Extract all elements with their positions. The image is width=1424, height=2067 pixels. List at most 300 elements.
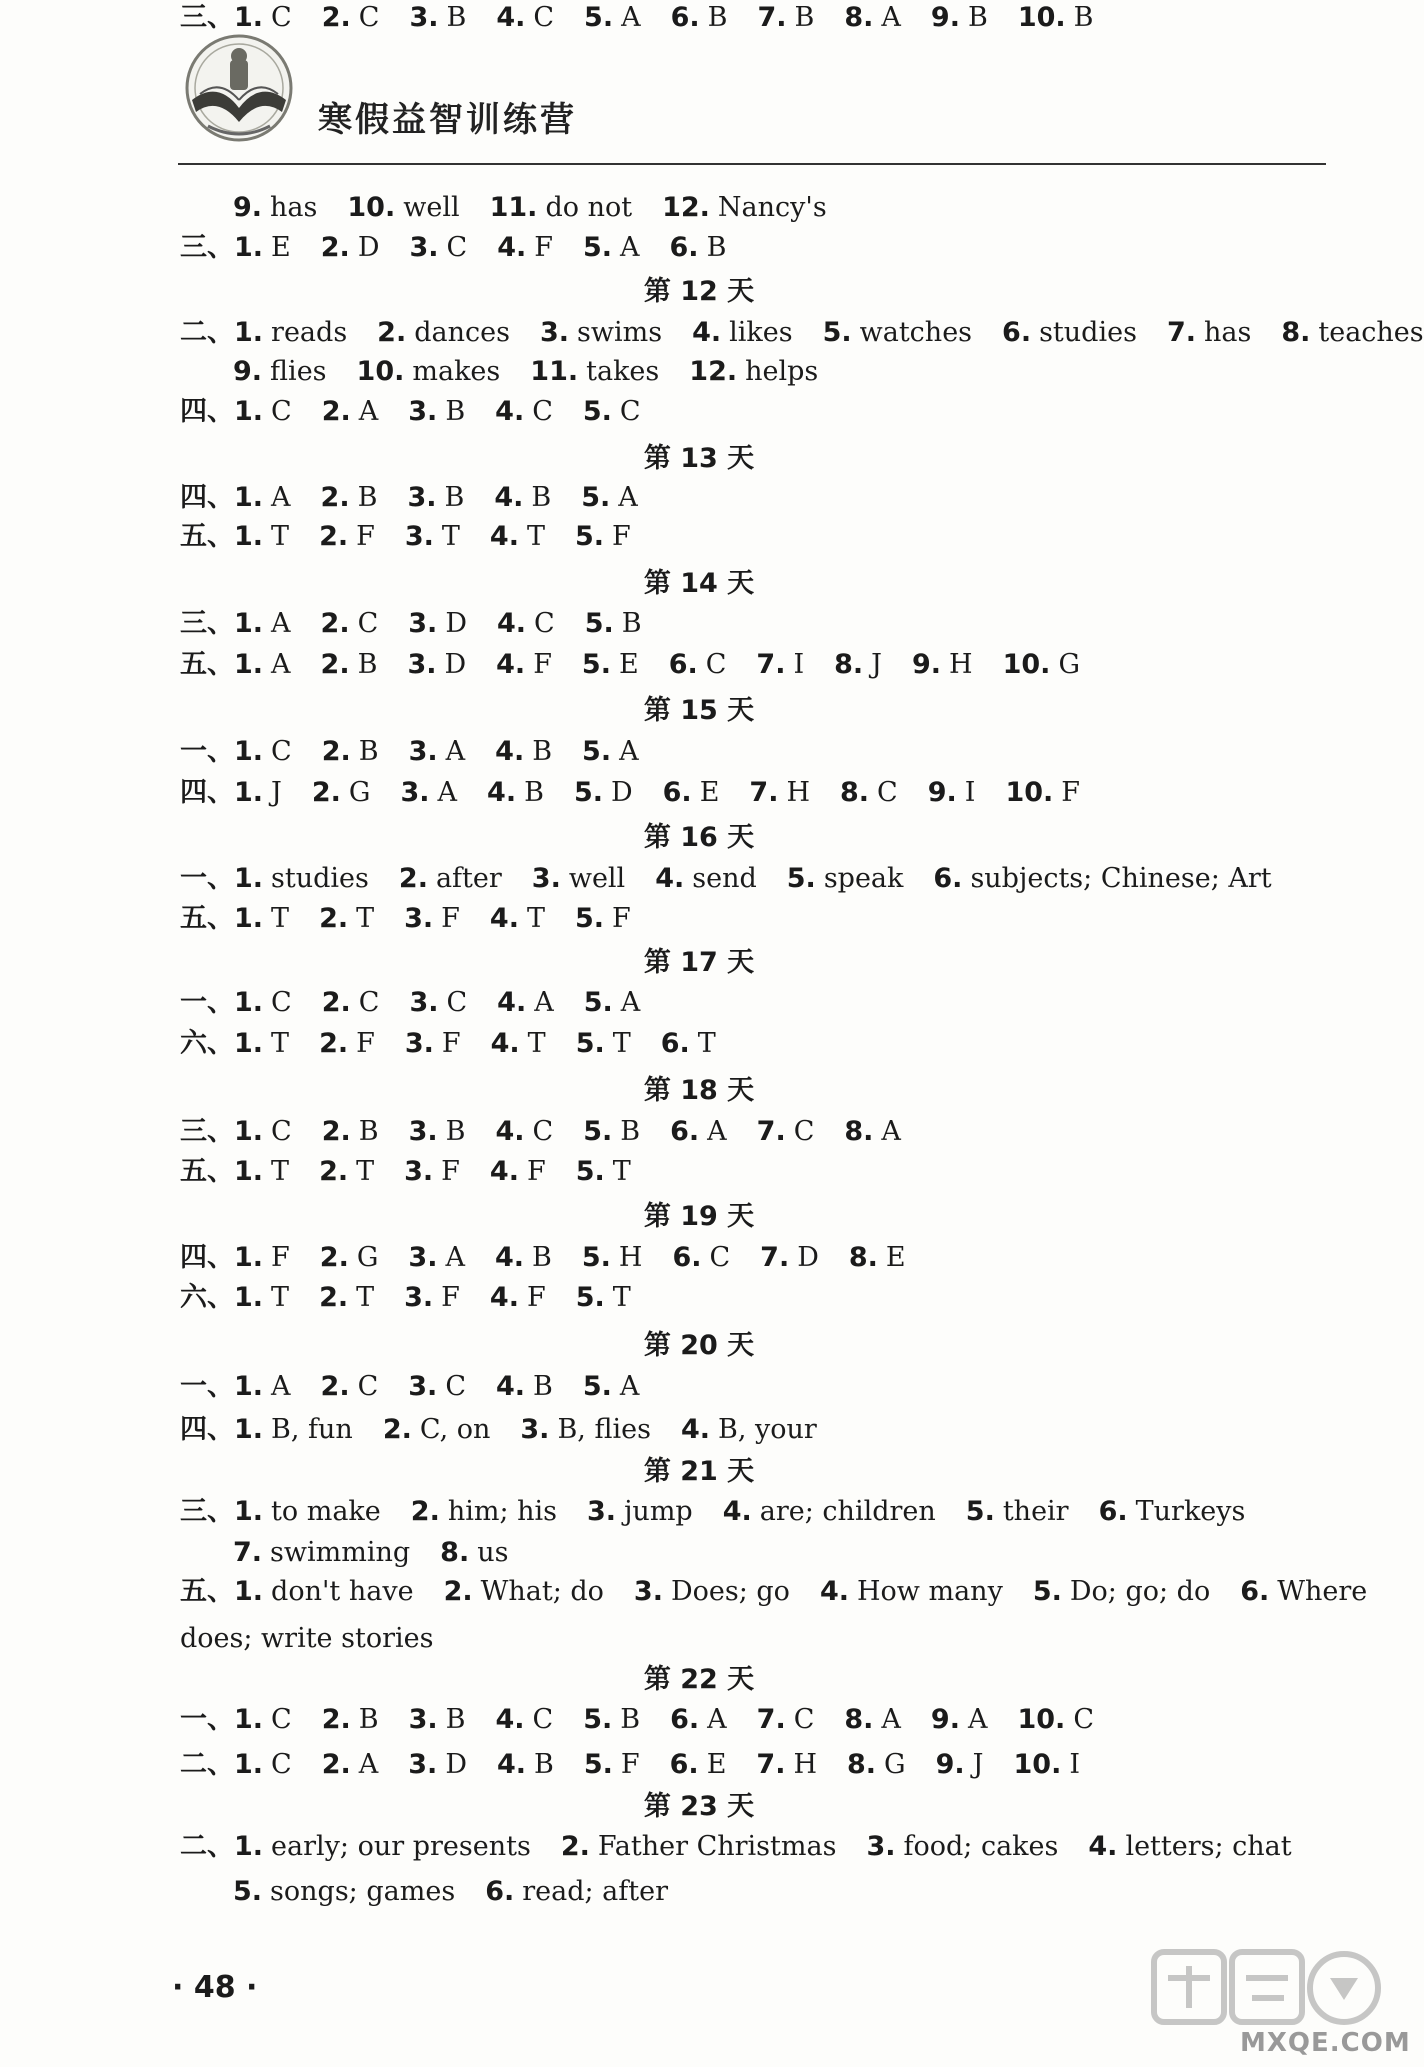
answer-number: 8. xyxy=(844,2,874,33)
answer-item xyxy=(404,1154,460,1190)
answer-text: D xyxy=(445,608,467,639)
question-part-label: 一、 xyxy=(180,1371,234,1402)
answer-item xyxy=(440,1535,508,1571)
answer-item xyxy=(1005,775,1080,811)
answer-line xyxy=(180,606,642,642)
answer-item xyxy=(234,394,292,430)
answer-number: 6. xyxy=(1098,1496,1128,1527)
answer-text: A xyxy=(618,482,638,513)
book-title: 寒假益智训练营 xyxy=(318,100,577,140)
answer-text: teaches xyxy=(1318,317,1424,348)
answer-number: 4. xyxy=(496,649,526,680)
answer-text: takes xyxy=(586,356,660,387)
answer-item xyxy=(321,230,380,266)
answer-number: 1. xyxy=(234,1282,264,1313)
answer-number: 6. xyxy=(660,1028,690,1059)
answer-item xyxy=(928,775,976,811)
answer-item xyxy=(1033,1574,1210,1610)
answer-text: has xyxy=(1203,317,1252,348)
answer-item xyxy=(723,1494,936,1530)
answer-item xyxy=(319,1280,374,1316)
answer-number: 8. xyxy=(1281,317,1311,348)
answer-text: B xyxy=(445,396,466,427)
answer-item xyxy=(1017,1702,1094,1738)
answer-text: flies xyxy=(270,356,327,387)
question-part-label: 五、 xyxy=(180,1156,234,1187)
answer-text: B xyxy=(967,2,988,33)
answer-text: B, your xyxy=(717,1414,817,1445)
answer-number: 5. xyxy=(574,521,605,552)
question-part-label: 二、 xyxy=(180,1749,234,1780)
answer-number: 3. xyxy=(409,2,439,33)
answer-item xyxy=(669,647,727,683)
answer-text: him; his xyxy=(447,1496,558,1527)
answer-item xyxy=(663,775,720,811)
answer-text: C xyxy=(533,2,555,33)
answer-item xyxy=(407,480,464,516)
answer-number: 4. xyxy=(495,1704,525,1735)
answer-number: 3. xyxy=(408,396,438,427)
answer-text: swimming xyxy=(270,1537,411,1568)
answer-number: 4. xyxy=(489,903,519,934)
answer-item xyxy=(670,1114,727,1150)
answer-line xyxy=(180,230,726,266)
answer-item xyxy=(320,1240,379,1276)
day-heading: 第 16 天 xyxy=(643,822,755,853)
answer-item xyxy=(1002,315,1137,351)
answer-line xyxy=(180,519,631,555)
answer-text: after xyxy=(435,863,502,894)
answer-text: T xyxy=(356,1282,375,1313)
answer-number: 10. xyxy=(347,192,396,223)
answer-number: 8. xyxy=(848,1242,878,1273)
answer-item xyxy=(234,985,292,1021)
answer-text: B xyxy=(358,736,379,767)
answer-number: 3. xyxy=(409,987,439,1018)
answer-number: 2. xyxy=(321,1116,351,1147)
answer-item xyxy=(411,1494,557,1530)
answer-item xyxy=(1099,1494,1246,1530)
answer-number: 5. xyxy=(583,1116,613,1147)
answer-number: 2. xyxy=(560,1831,590,1862)
answer-item xyxy=(1014,1747,1081,1783)
answer-text: I xyxy=(1069,1749,1081,1780)
answer-text: C xyxy=(357,1371,379,1402)
answer-text: F xyxy=(356,521,375,552)
answer-item xyxy=(234,775,282,811)
answer-item xyxy=(234,1280,289,1316)
answer-text: A xyxy=(881,2,901,33)
answer-number: 1. xyxy=(234,232,264,263)
answer-item xyxy=(234,519,289,555)
answer-item xyxy=(756,647,804,683)
answer-line xyxy=(180,1829,1292,1865)
answer-item xyxy=(757,1702,815,1738)
answer-line xyxy=(180,1369,639,1405)
answer-item xyxy=(322,1747,379,1783)
answer-number: 6. xyxy=(670,2,700,33)
question-part-label: 二、 xyxy=(180,1831,234,1862)
answer-item xyxy=(540,315,662,351)
answer-item xyxy=(931,0,988,36)
answer-item xyxy=(234,1412,353,1448)
answer-text: likes xyxy=(729,317,793,348)
answer-number: 10. xyxy=(1002,649,1051,680)
answer-item xyxy=(496,647,552,683)
answer-item xyxy=(495,1240,552,1276)
answer-text: Turkeys xyxy=(1135,1496,1246,1527)
answer-text: C xyxy=(532,1116,554,1147)
answer-text: C xyxy=(271,396,292,427)
answer-item xyxy=(582,734,639,770)
answer-number: 3. xyxy=(633,1576,663,1607)
answer-number: 4. xyxy=(489,1282,519,1313)
answer-number: 1. xyxy=(234,396,264,427)
answer-text: G xyxy=(1058,649,1081,680)
answer-number: 5. xyxy=(582,396,612,427)
answer-number: 3. xyxy=(520,1414,550,1445)
answer-text: C xyxy=(446,987,468,1018)
answer-number: 7. xyxy=(756,1704,786,1735)
day-heading: 第 15 天 xyxy=(643,695,755,726)
answer-number: 2. xyxy=(321,987,351,1018)
question-part-label: 五、 xyxy=(180,903,234,934)
answer-number: 2. xyxy=(311,777,341,808)
answer-number: 5. xyxy=(584,608,614,639)
answer-item xyxy=(670,1702,727,1738)
answer-number: 3. xyxy=(408,736,438,767)
answer-number: 2. xyxy=(321,2,351,33)
answer-item xyxy=(234,1494,381,1530)
answer-text: C xyxy=(532,1704,554,1735)
answer-number: 3. xyxy=(408,608,438,639)
answer-number: 2. xyxy=(320,482,350,513)
answer-number: 2. xyxy=(410,1496,440,1527)
answer-text: T xyxy=(612,1028,631,1059)
question-part-label: 五、 xyxy=(180,521,234,552)
answer-number: 8. xyxy=(440,1537,470,1568)
answer-item xyxy=(383,1412,491,1448)
answer-number: 1. xyxy=(234,1749,264,1780)
answer-number: 4. xyxy=(494,482,524,513)
answer-text: A xyxy=(358,396,379,427)
answer-item xyxy=(931,1702,988,1738)
answer-number: 2. xyxy=(398,863,428,894)
answer-item xyxy=(585,606,642,642)
answer-text: T xyxy=(271,1028,290,1059)
answer-number: 1. xyxy=(234,1704,264,1735)
answer-text: B xyxy=(446,2,467,33)
answer-text: H xyxy=(786,777,810,808)
answer-number: 3. xyxy=(407,649,437,680)
answer-item xyxy=(409,0,466,36)
answer-item xyxy=(490,901,545,937)
answer-number: 10. xyxy=(1017,2,1066,33)
answer-item xyxy=(844,1114,901,1150)
answer-text: A xyxy=(534,987,554,1018)
answer-item xyxy=(757,0,814,36)
answer-item xyxy=(321,1369,379,1405)
answer-item xyxy=(485,1874,668,1910)
answer-item xyxy=(757,1114,815,1150)
answer-number: 3. xyxy=(404,1028,434,1059)
answer-line xyxy=(180,647,1080,683)
answer-item xyxy=(582,647,639,683)
answer-item xyxy=(583,1114,640,1150)
answer-item xyxy=(234,1240,290,1276)
answer-item xyxy=(322,0,380,36)
answer-number: 5. xyxy=(822,317,852,348)
answer-line xyxy=(180,480,638,516)
answer-item xyxy=(530,354,659,390)
answer-text: T xyxy=(526,521,545,552)
answer-item xyxy=(409,985,467,1021)
answer-line xyxy=(180,1574,1367,1610)
answer-number: 6. xyxy=(668,649,698,680)
answer-number: 4. xyxy=(819,1576,849,1607)
answer-text: A xyxy=(437,777,458,808)
answer-text: B xyxy=(794,2,815,33)
answer-number: 4. xyxy=(495,736,525,767)
answer-text: G xyxy=(356,1242,379,1273)
answer-text: A xyxy=(271,482,291,513)
answer-number: 1. xyxy=(234,1156,264,1187)
answer-text: F xyxy=(356,1028,375,1059)
answer-text: J xyxy=(871,649,882,680)
answer-number: 6. xyxy=(669,232,699,263)
answer-number: 12. xyxy=(689,356,738,387)
answer-text: B xyxy=(706,232,727,263)
answer-number: 2. xyxy=(319,903,349,934)
answer-text: A xyxy=(621,2,641,33)
answer-text: watches xyxy=(859,317,973,348)
answer-number: 9. xyxy=(930,2,960,33)
answer-item xyxy=(576,1154,631,1190)
answer-number: 4. xyxy=(496,2,526,33)
answer-number: 9. xyxy=(233,356,263,387)
answer-item xyxy=(319,901,374,937)
answer-number: 1. xyxy=(234,2,264,33)
answer-text: H xyxy=(618,1242,643,1273)
answer-line-continuation: does; write stories xyxy=(180,1623,434,1654)
answer-text: H xyxy=(793,1749,817,1780)
answer-number: 4. xyxy=(1088,1831,1118,1862)
answer-text: B xyxy=(533,1371,553,1402)
answer-line xyxy=(180,901,631,937)
answer-text: to make xyxy=(271,1496,381,1527)
answer-number: 2. xyxy=(319,1028,349,1059)
answer-item xyxy=(409,230,467,266)
answer-text: H xyxy=(949,649,973,680)
answer-text: are; children xyxy=(759,1496,936,1527)
answer-number: 4. xyxy=(692,317,722,348)
answer-text: F xyxy=(533,649,552,680)
answer-text: E xyxy=(271,232,291,263)
answer-item xyxy=(520,1412,651,1448)
answer-text: A xyxy=(967,1704,988,1735)
answer-text: Do; go; do xyxy=(1069,1576,1211,1607)
answer-text: C xyxy=(532,396,553,427)
answer-number: 1. xyxy=(234,1496,264,1527)
answer-number: 5. xyxy=(583,1704,613,1735)
answer-item xyxy=(233,354,327,390)
answer-text: F xyxy=(441,903,460,934)
answer-number: 4. xyxy=(655,863,685,894)
answer-item xyxy=(234,230,291,266)
answer-number: 6. xyxy=(662,777,692,808)
answer-number: 10. xyxy=(1005,777,1054,808)
answer-item xyxy=(582,1240,643,1276)
answer-item xyxy=(662,190,827,226)
answer-item xyxy=(823,315,972,351)
answer-item xyxy=(322,1114,379,1150)
day-heading: 第 20 天 xyxy=(643,1330,755,1361)
answer-item xyxy=(496,1369,553,1405)
question-part-label: 四、 xyxy=(180,1242,234,1273)
answer-item xyxy=(634,1574,790,1610)
answer-text: B xyxy=(357,649,378,680)
answer-item xyxy=(584,985,641,1021)
answer-text: C xyxy=(358,2,380,33)
answer-text: studies xyxy=(1039,317,1137,348)
answer-item xyxy=(574,775,633,811)
answer-line xyxy=(180,1702,1094,1738)
answer-text: E xyxy=(699,777,720,808)
answer-item xyxy=(1003,647,1080,683)
answer-text: Does; go xyxy=(670,1576,790,1607)
answer-text: A xyxy=(619,1371,640,1402)
answer-item xyxy=(672,1240,730,1276)
answer-text: B xyxy=(531,482,552,513)
answer-text: A xyxy=(358,1749,379,1780)
answer-number: 3. xyxy=(531,863,561,894)
answer-text: C xyxy=(271,1749,292,1780)
answer-text: D xyxy=(610,777,633,808)
answer-number: 7. xyxy=(1166,317,1196,348)
answer-number: 5. xyxy=(582,1371,612,1402)
answer-item xyxy=(847,1747,906,1783)
answer-text: B xyxy=(444,482,465,513)
answer-number: 1. xyxy=(234,736,264,767)
answer-text: C xyxy=(877,777,898,808)
answer-item xyxy=(497,985,554,1021)
answer-number: 1. xyxy=(234,649,264,680)
question-part-label: 三、 xyxy=(180,2,234,33)
answer-number: 5. xyxy=(574,903,605,934)
answer-item xyxy=(496,1114,554,1150)
answer-number: 4. xyxy=(722,1496,752,1527)
answer-text: C xyxy=(271,987,292,1018)
day-heading: 第 12 天 xyxy=(643,276,755,307)
answer-line xyxy=(180,0,1094,36)
answer-number: 2. xyxy=(377,317,407,348)
answer-number: 4. xyxy=(490,1028,520,1059)
answer-number: 2. xyxy=(321,396,351,427)
answer-item xyxy=(583,1369,640,1405)
answer-line xyxy=(180,1240,906,1276)
answer-text: A xyxy=(620,987,641,1018)
answer-number: 5. xyxy=(573,777,603,808)
header-divider xyxy=(178,163,1326,165)
answer-text: Nancy's xyxy=(717,192,827,223)
day-heading: 第 17 天 xyxy=(643,947,755,978)
answer-item xyxy=(408,1369,466,1405)
answer-item xyxy=(399,861,502,897)
answer-number: 8. xyxy=(844,1116,874,1147)
answer-text: well xyxy=(568,863,626,894)
answer-number: 2. xyxy=(382,1414,412,1445)
answer-item xyxy=(576,1280,631,1316)
answer-item xyxy=(312,775,371,811)
answer-item xyxy=(322,394,379,430)
answer-item xyxy=(234,734,292,770)
answer-text: studies xyxy=(271,863,369,894)
answer-text: C xyxy=(793,1116,815,1147)
answer-text: B xyxy=(621,608,642,639)
answer-item xyxy=(234,861,369,897)
answer-item xyxy=(844,0,901,36)
answer-text: F xyxy=(612,521,631,552)
answer-text: C xyxy=(1073,1704,1094,1735)
answer-number: 7. xyxy=(233,1537,263,1568)
answer-number: 3. xyxy=(408,1371,438,1402)
answer-item xyxy=(496,0,554,36)
answer-text: dances xyxy=(414,317,510,348)
answer-text: T xyxy=(526,903,545,934)
answer-text: B xyxy=(707,2,728,33)
answer-item xyxy=(319,1026,375,1062)
answer-text: How many xyxy=(856,1576,1003,1607)
answer-number: 3. xyxy=(404,903,434,934)
answer-number: 10. xyxy=(1013,1749,1062,1780)
answer-number: 8. xyxy=(844,1704,874,1735)
answer-number: 9. xyxy=(935,1749,965,1780)
question-part-label: 二、 xyxy=(180,317,234,348)
answer-line-continuation xyxy=(233,354,818,390)
answer-number: 10. xyxy=(356,356,405,387)
answer-item xyxy=(692,315,793,351)
answer-text: C xyxy=(446,232,468,263)
answer-number: 2. xyxy=(320,649,350,680)
answer-number: 2. xyxy=(320,1371,350,1402)
answer-item xyxy=(405,519,460,555)
answer-text: helps xyxy=(745,356,819,387)
answer-item xyxy=(532,861,625,897)
day-heading: 第 22 天 xyxy=(643,1664,755,1695)
answer-text: E xyxy=(618,649,639,680)
answer-number: 2. xyxy=(320,232,350,263)
answer-item xyxy=(1167,315,1251,351)
answer-number: 5. xyxy=(233,1876,263,1907)
answer-number: 7. xyxy=(760,1242,790,1273)
answer-line xyxy=(180,315,1424,351)
answer-item xyxy=(408,606,467,642)
answer-item xyxy=(408,1240,465,1276)
question-part-label: 三、 xyxy=(180,1116,234,1147)
question-part-label: 四、 xyxy=(180,396,234,427)
answer-number: 2. xyxy=(319,1242,349,1273)
answer-number: 5. xyxy=(965,1496,995,1527)
question-part-label: 三、 xyxy=(180,1496,234,1527)
answer-text: T xyxy=(612,1156,631,1187)
answer-number: 8. xyxy=(847,1749,877,1780)
answer-number: 8. xyxy=(840,777,870,808)
answer-text: C xyxy=(357,608,379,639)
answer-text: T xyxy=(356,1156,375,1187)
answer-text: C xyxy=(705,649,727,680)
answer-item xyxy=(377,315,510,351)
answer-item xyxy=(840,775,898,811)
